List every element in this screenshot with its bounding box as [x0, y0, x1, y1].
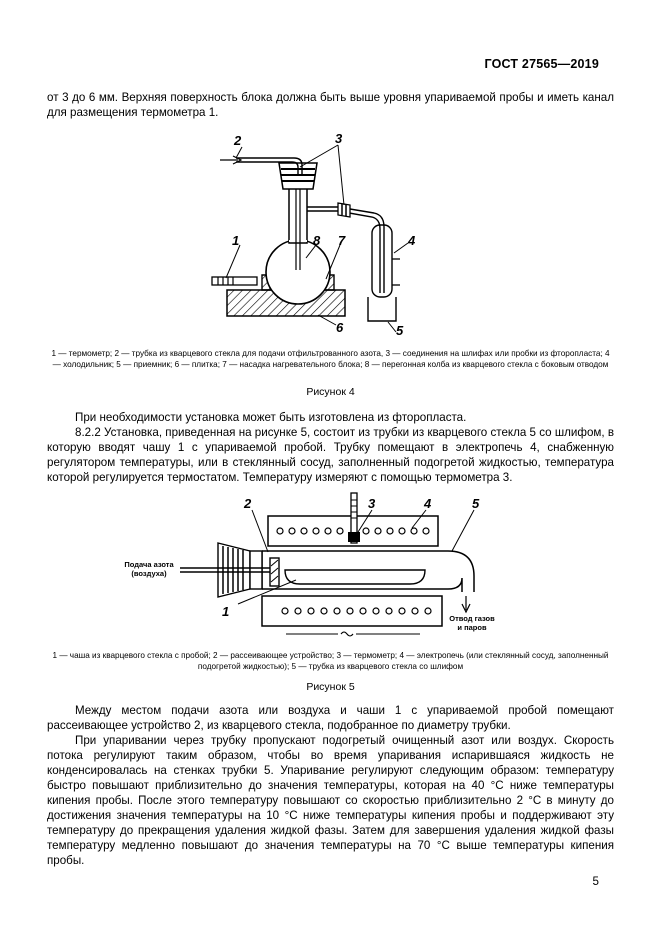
document-header: ГОСТ 27565—2019: [484, 57, 599, 71]
paragraph-diffuser: Между местом подачи азота или воздуха и чаши 1 с упариваемой пробой помещают рассеивающее устройство 2, из кварцевого стекла, подобранное по диаметру трубки.: [47, 704, 614, 732]
figure-5-caption: Рисунок 5: [306, 681, 355, 693]
fig5-label-1: 1: [222, 604, 230, 619]
fig5-label-5: 5: [472, 496, 480, 511]
fig4-label-4: 4: [408, 233, 416, 248]
page-number: 5: [592, 875, 599, 888]
figure-4-caption: Рисунок 4: [306, 386, 355, 398]
furnace-bottom: [262, 596, 442, 626]
quartz-dish: [285, 570, 425, 584]
fig5-label-4: 4: [424, 496, 432, 511]
figure-4-diagram: [0, 125, 661, 350]
figure-5-diagram: [0, 488, 661, 640]
figure-4: [0, 125, 661, 350]
intro-paragraph: от 3 до 6 мм. Верхняя поверхность блока должна быть выше уровня упариваемой пробы и иметь канал для размещения термометра 1.: [47, 91, 614, 119]
paragraph-8-2-2: 8.2.2 Установка, приведенная на рисунке 5, состоит из трубки из кварцевого стекла 5 со шлифом, в которую вводят чашу 1 с упариваемой пробой. Трубку помещают в электропечь 4, снабженную регулятором температуры, или в стеклянный сосуд, заполненный подогретой жидкостью, температура которой регулируется термостатом. Температуру измеряют с помощью термометра 3.: [47, 426, 614, 484]
fig4-label-3: 3: [335, 131, 343, 146]
paragraph-material: При необходимости установка может быть изготовлена из фторопласта.: [75, 411, 467, 424]
fig5-label-3: 3: [368, 496, 376, 511]
fig4-label-2: 2: [234, 133, 242, 148]
fig4-label-8: 8: [313, 233, 321, 248]
receiver: [368, 297, 396, 321]
figure-4-legend: 1 — термометр; 2 — трубка из кварцевого стекла для подачи отфильтрованного азота, 3 — соединения на шлифах или пробки из фторопласта; 4 — холодильник; 5 — приемник; 6 — плитка; 7 — насадка нагревательного блока; 8 — перегонная колба из кварцевого стекла с боковым отводом: [51, 349, 610, 369]
figure-5: [0, 488, 661, 640]
distillation-flask: [266, 240, 330, 304]
outlet-label: Отвод газов и паров: [449, 614, 495, 632]
fig5-label-2: 2: [244, 496, 252, 511]
figure-5-legend: 1 — чаша из кварцевого стекла с пробой; 2 — рассеивающее устройство; 3 — термометр; 4 — электропечь (или стеклянный сосуд, заполненный подогретой жидкостью); 5 — трубка из кварцевого стекла со шлифом: [52, 651, 609, 671]
fig4-label-7: 7: [338, 233, 346, 248]
inlet-label: Подача азота (воздуха): [124, 560, 174, 578]
condenser: [372, 225, 392, 297]
thermometer: [212, 277, 257, 285]
fig4-label-1: 1: [232, 233, 240, 248]
fig4-label-5: 5: [396, 323, 404, 338]
fig4-label-6: 6: [336, 320, 344, 335]
paragraph-evaporation: При упаривании через трубку пропускают подогретый очищенный азот или воздух. Скорость потока регулируют таким образом, чтобы во время упаривания испарившаяся жидкость не конденсировалась на стенках трубки 5. Упаривание регулируют следующим образом: температуру быстро повышают приблизительно до значения температуры, которая на 40 °С ниже температуры кипения пробы. После этого температуру повышают со скоростью приблизительно 2 °С в минуту до достижения значения температуры на 10 °С ниже температуры кипения пробы и поддерживают эту температуру до прекращения удаления жидкой фазы. Затем для завершения удаления жидкой фазы температуру медленно повышают до значения температуры на 70 °С выше температуры кипения пробы.: [47, 734, 614, 867]
